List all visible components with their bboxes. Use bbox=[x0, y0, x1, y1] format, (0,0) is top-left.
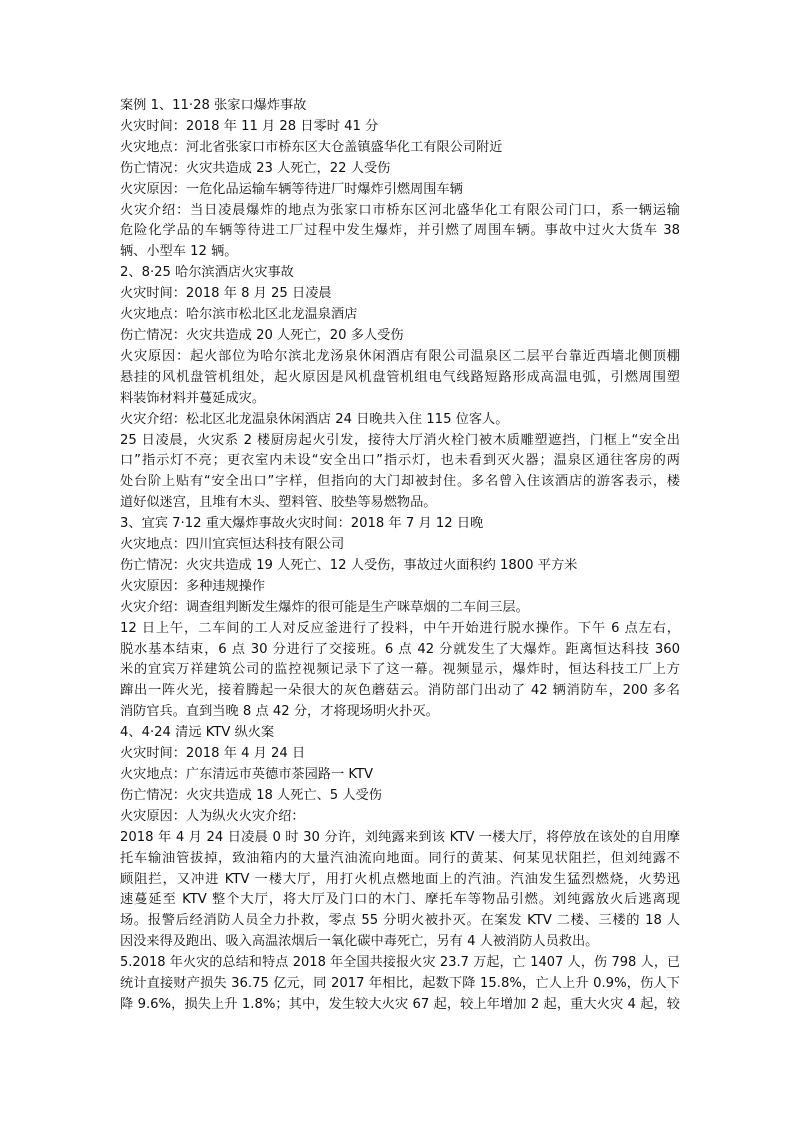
text-line: 消防官兵。直到当晚 8 点 42 分，才将现场明火扑灭。 bbox=[120, 704, 439, 720]
text-line: 火灾介绍：调查组判断发生爆炸的很可能是生产咪草烟的二车间三层。 bbox=[120, 599, 529, 615]
text-line: 蹿出一阵火光，接着腾起一朵很大的灰色蘑菇云。消防部门出动了 42 辆消防车，200 多名 bbox=[120, 683, 680, 699]
text-line: 火灾原因：一危化品运输车辆等待进厂时爆炸引燃周围车辆 bbox=[120, 181, 463, 197]
text-line: 火灾介绍：当日凌晨爆炸的地点为张家口市桥东区河北盛华化工有限公司门口，系一辆运输 bbox=[120, 202, 680, 218]
text-line: 伤亡情况：火灾共造成 18 人死亡、5 人受伤 bbox=[120, 787, 382, 803]
text-line: 火灾原因：起火部位为哈尔滨北龙汤泉休闲酒店有限公司温泉区二层平台靠近西墙北侧顶棚 bbox=[120, 348, 680, 364]
text-line: 辆、小型车 12 辆。 bbox=[120, 244, 238, 260]
text-line: 火灾时间：2018 年 4 月 24 日 bbox=[120, 746, 306, 762]
text-line: 统计直接财产损失 36.75 亿元，同 2017 年相比，起数下降 15.8%，亡人上升 0.9%，伤人下 bbox=[120, 976, 680, 992]
text-line: 危险化学品的车辆等待进工厂过程中发生爆炸，并引燃了周围车辆。事故中过火大货车 38 bbox=[120, 223, 680, 239]
text-line: 火灾地点：哈尔滨市松北区北龙温泉酒店 bbox=[120, 307, 358, 323]
text-line: 火灾时间：2018 年 8 月 25 日凌晨 bbox=[120, 286, 332, 302]
text-line: 25 日凌晨，火灾系 2 楼厨房起火引发，接待大厅消火栓门被木质雕塑遮挡，门框上“安全出 bbox=[120, 432, 680, 448]
text-line: 3、宜宾 7·12 重大爆炸事故火灾时间：2018 年 7 月 12 日晚 bbox=[120, 516, 484, 532]
text-line: 处台阶上贴有“安全出口”字样，但指向的大门却被封住。多名曾入住该酒店的游客表示，楼 bbox=[120, 474, 680, 490]
text-line: 5.2018 年火灾的总结和特点 2018 年全国共接报火灾 23.7 万起，亡 1407 人，伤 798 人，已 bbox=[120, 955, 680, 971]
document-body bbox=[120, 96, 680, 1016]
text-line: 火灾原因：多种违规操作 bbox=[120, 578, 266, 594]
text-line: 火灾时间：2018 年 11 月 28 日零时 41 分 bbox=[120, 118, 379, 134]
text-line: 火灾地点：河北省张家口市桥东区大仓盖镇盛华化工有限公司附近 bbox=[120, 139, 503, 155]
text-line: 4、4·24 清远 KTV 纵火案 bbox=[120, 725, 275, 741]
text-line: 降 9.6%，损失上升 1.8%；其中，发生较大火灾 67 起，较上年增加 2 起，重大火灾 4 起，较 bbox=[120, 996, 680, 1012]
text-line: 火灾地点：广东清远市英德市茶园路一 KTV bbox=[120, 767, 374, 782]
text-line: 火灾地点：四川宜宾恒达科技有限公司 bbox=[120, 537, 345, 553]
text-line: 伤亡情况：火灾共造成 23 人死亡，22 人受伤 bbox=[120, 160, 391, 176]
text-line: 火灾介绍：松北区北龙温泉休闲酒店 24 日晚共入住 115 位客人。 bbox=[120, 411, 509, 427]
text-line: 伤亡情况：火灾共造成 20 人死亡，20 多人受伤 bbox=[120, 327, 404, 343]
text-line: 道好似迷宫，且堆有木头、塑料管、胶垫等易燃物品。 bbox=[120, 495, 437, 511]
text-line: 因没来得及跑出、吸入高温浓烟后一氧化碳中毒死亡，另有 4 人被消防人员救出。 bbox=[120, 934, 599, 950]
text-line: 悬挂的风机盘管机组处，起火原因是风机盘管机组电气线路短路形成高温电弧，引燃周围塑 bbox=[120, 369, 680, 385]
text-line: 火灾原因：人为纵火火灾介绍： bbox=[120, 808, 305, 824]
text-line: 案例 1、11·28 张家口爆炸事故 bbox=[120, 98, 307, 113]
text-line: 12 日上午，二车间的工人对反应釜进行了投料，中午开始进行脱水操作。下午 6 点左右， bbox=[120, 620, 680, 636]
text-line: 托车输油管拔掉，致油箱内的大量汽油流向地面。同行的黄某、何某见状阻拦，但刘纯露不 bbox=[120, 850, 680, 866]
text-line: 米的宜宾万祥建筑公司的监控视频记录下了这一幕。视频显示，爆炸时，恒达科技工厂上方 bbox=[120, 662, 680, 678]
text-line: 脱水基本结束，6 点 30 分进行了交接班。6 点 42 分就发生了大爆炸。距离恒达科技 360 bbox=[120, 641, 680, 657]
text-line: 2018 年 4 月 24 日凌晨 0 时 30 分许，刘纯露来到该 KTV 一楼大厅，将停放在该处的自用摩 bbox=[120, 829, 680, 845]
text-line: 伤亡情况：火灾共造成 19 人死亡、12 人受伤，事故过火面积约 1800 平方米 bbox=[120, 557, 578, 573]
text-line: 口”指示灯不亮；更衣室内未设“安全出口”指示灯，也未看到灭火器；温泉区通往客房的两 bbox=[120, 453, 680, 469]
text-line: 场。报警后经消防人员全力扑救，零点 55 分明火被扑灭。在案发 KTV 二楼、三楼的 18 人 bbox=[120, 913, 680, 929]
text-line: 料装饰材料并蔓延成灾。 bbox=[120, 390, 266, 406]
text-line: 顾阻拦，又冲进 KTV 一楼大厅，用打火机点燃地面上的汽油。汽油发生猛烈燃烧，火势迅 bbox=[120, 871, 680, 887]
text-line: 速蔓延至 KTV 整个大厅，将大厅及门口的木门、摩托车等物品引燃。刘纯露放火后逃离现 bbox=[120, 892, 680, 908]
text-line: 2、8·25 哈尔滨酒店火灾事故 bbox=[120, 265, 294, 281]
